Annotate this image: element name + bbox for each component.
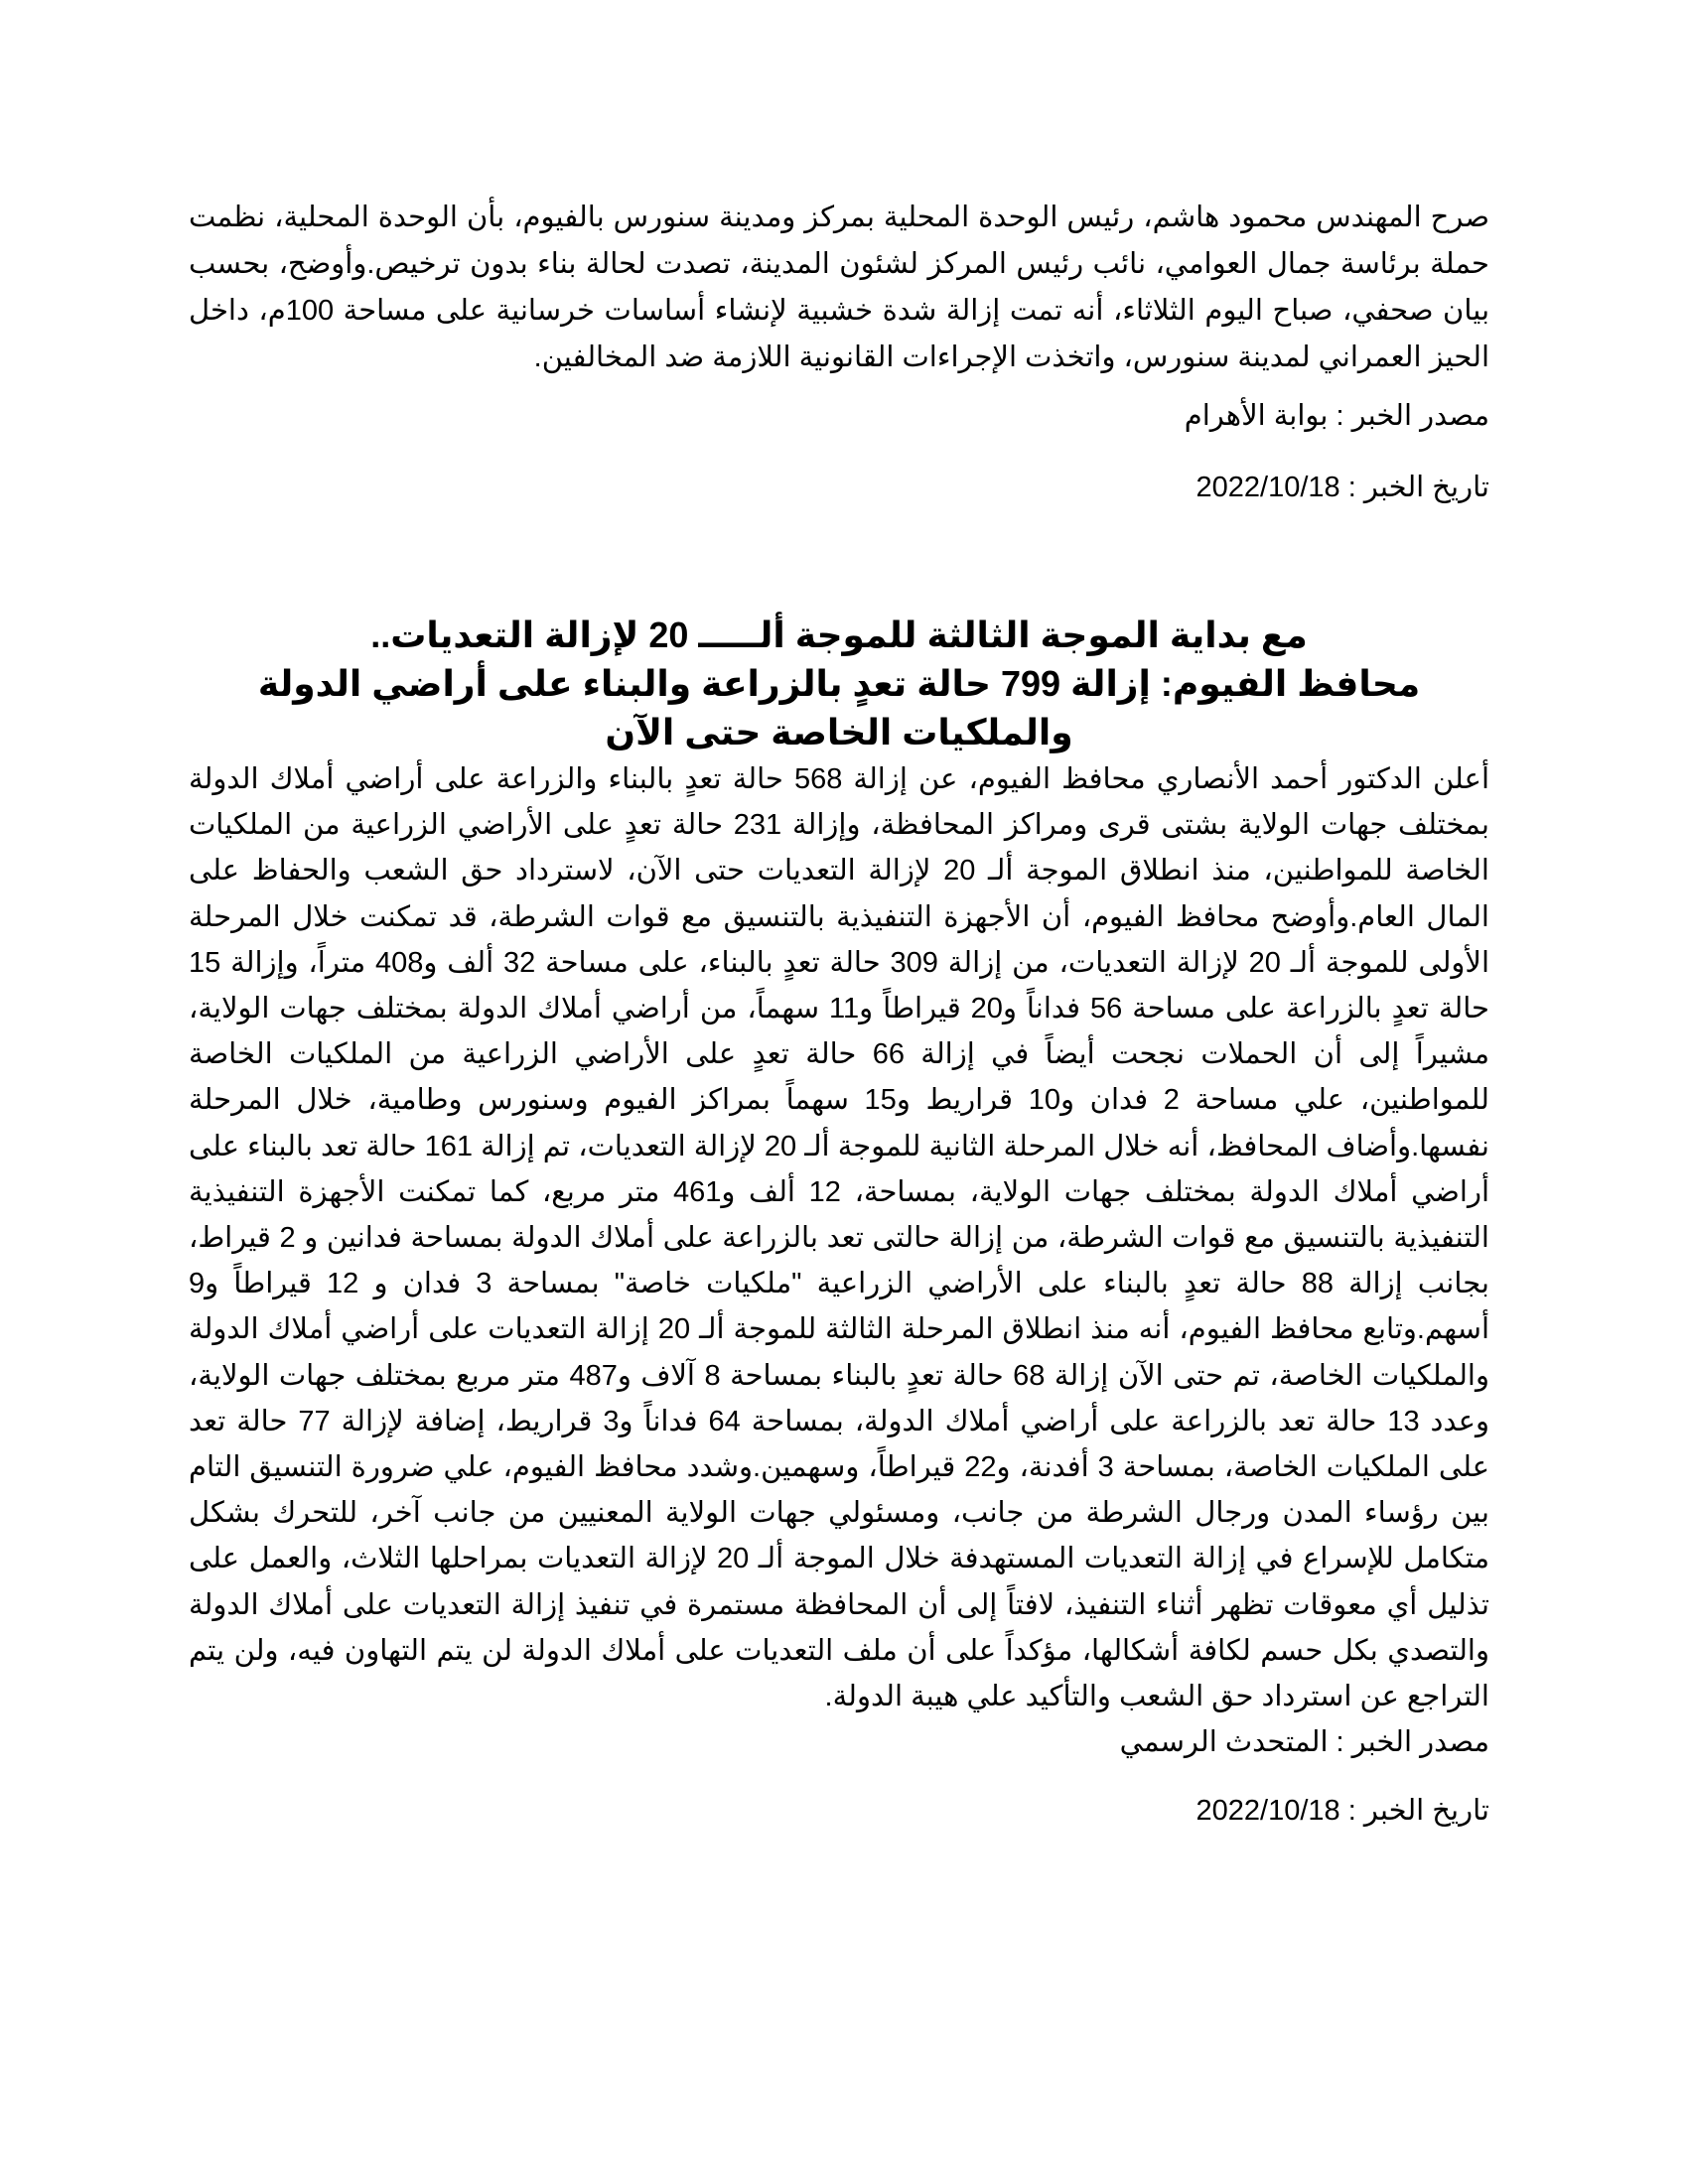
headline-line-3: والملكيات الخاصة حتى الآن — [605, 712, 1073, 752]
article2-date: تاريخ الخبر : 2022/10/18 — [1196, 1795, 1489, 1828]
article1-body: صرح المهندس محمود هاشم، رئيس الوحدة المحلية بمركز ومدينة سنورس بالفيوم، بأن الوحدة المحلية، نظمت حملة برئاسة جمال العوامي، نائب رئيس المركز لشئون المدينة، تصدت لحالة بناء بدون ترخيص.وأوضح، بحسب بيان صحفي، صباح اليوم الثلاثاء، أنه تمت إزالة شدة خشبية لإنشاء أساسات خرسانية على مساحة 100م، داخل الحيز العمراني لمدينة سنورس، واتخذت الإجراءات القانونية اللازمة ضد المخالفين. — [189, 202, 1490, 373]
article2-source: مصدر الخبر : المتحدث الرسمي — [1119, 1726, 1489, 1759]
article2-headline — [189, 611, 1489, 756]
article2-body: أعلن الدكتور أحمد الأنصاري محافظ الفيوم، عن إزالة 568 حالة تعدٍ بالبناء والزراعة على أراضي أملاك الدولة بمختلف جهات الولاية بشتى قرى ومراكز المحافظة، وإزالة 231 حالة تعدٍ على الأراضي الزراعية من الملكيات الخاصة للمواطنين، منذ انطلاق الموجة ألـ 20 لإزالة التعديات حتى الآن، لاسترداد حق الشعب والحفاظ على المال العام.وأوضح محافظ الفيوم، أن الأجهزة التنفيذية بالتنسيق مع قوات الشرطة، قد تمكنت خلال المرحلة الأولى للموجة ألـ 20 لإزالة التعديات، من إزالة 309 حالة تعدٍ بالبناء، على مساحة 32 ألف و408 متراً، وإزالة 15 حالة تعدٍ بالزراعة على مساحة 56 فداناً و20 قيراطاً و11 سهماً، من أراضي أملاك الدولة بمختلف جهات الولاية، مشيراً إلى أن الحملات نجحت أيضاً في إزالة 66 حالة تعدٍ على الأراضي الزراعية من الملكيات الخاصة للمواطنين، علي مساحة 2 فدان و10 قراريط و15 سهماً بمراكز الفيوم وسنورس وطامية، خلال المرحلة نفسها.وأضاف المحافظ، أنه خلال المرحلة الثانية للموجة ألـ 20 لإزالة التعديات، تم إزالة 161 حالة تعد بالبناء على أراضي أملاك الدولة بمختلف جهات الولاية، بمساحة، 12 ألف و461 متر مربع، كما تمكنت الأجهزة التنفيذية التنفيذية بالتنسيق مع قوات الشرطة، من إزالة حالتى تعد بالزراعة على أملاك الدولة بمساحة فدانين و 2 قيراط، بجانب إزالة 88 حالة تعدٍ بالبناء على الأراضي الزراعية "ملكيات خاصة" بمساحة 3 فدان و 12 قيراطاً و9 أسهم.وتابع محافظ الفيوم، أنه منذ انطلاق المرحلة الثالثة للموجة ألـ 20 إزالة التعديات على أراضي أملاك الدولة والملكيات الخاصة، تم حتى الآن إزالة 68 حالة تعدٍ بالبناء بمساحة 8 آلاف و487 متر مربع بمختلف جهات الولاية، وعدد 13 حالة تعد بالزراعة على أراضي أملاك الدولة، بمساحة 64 فداناً و3 قراريط، إضافة لإزالة 77 حالة تعد على الملكيات الخاصة، بمساحة 3 أفدنة، و22 قيراطاً، وسهمين.وشدد محافظ الفيوم، علي ضرورة التنسيق التام بين رؤساء المدن ورجال الشرطة من جانب، ومسئولي جهات الولاية المعنيين من جانب آخر، للتحرك بشكل متكامل للإسراع في إزالة التعديات المستهدفة خلال الموجة ألـ 20 لإزالة التعديات بمراحلها الثلاث، والعمل على تذليل أي معوقات تظهر أثناء التنفيذ، لافتاً إلى أن المحافظة مستمرة في تنفيذ إزالة التعديات على أملاك الدولة والتصدي بكل حسم لكافة أشكالها، مؤكداً على أن ملف التعديات على أملاك الدولة لن يتم التهاون فيه، ولن يتم التراجع عن استرداد حق الشعب والتأكيد علي هيبة الدولة. — [189, 763, 1490, 1713]
document-page — [189, 195, 1489, 1835]
headline-line-2: محافظ الفيوم: إزالة 799 حالة تعدٍ بالزراعة والبناء على أراضي الدولة — [257, 663, 1421, 704]
article1-source: مصدر الخبر : بوابة الأهرام — [1184, 400, 1489, 432]
article1-date: تاريخ الخبر : 2022/10/18 — [1196, 472, 1489, 503]
headline-line-1: مع بداية الموجة الثالثة للموجة ألـــــ 20 لإزالة التعديات.. — [370, 614, 1308, 655]
